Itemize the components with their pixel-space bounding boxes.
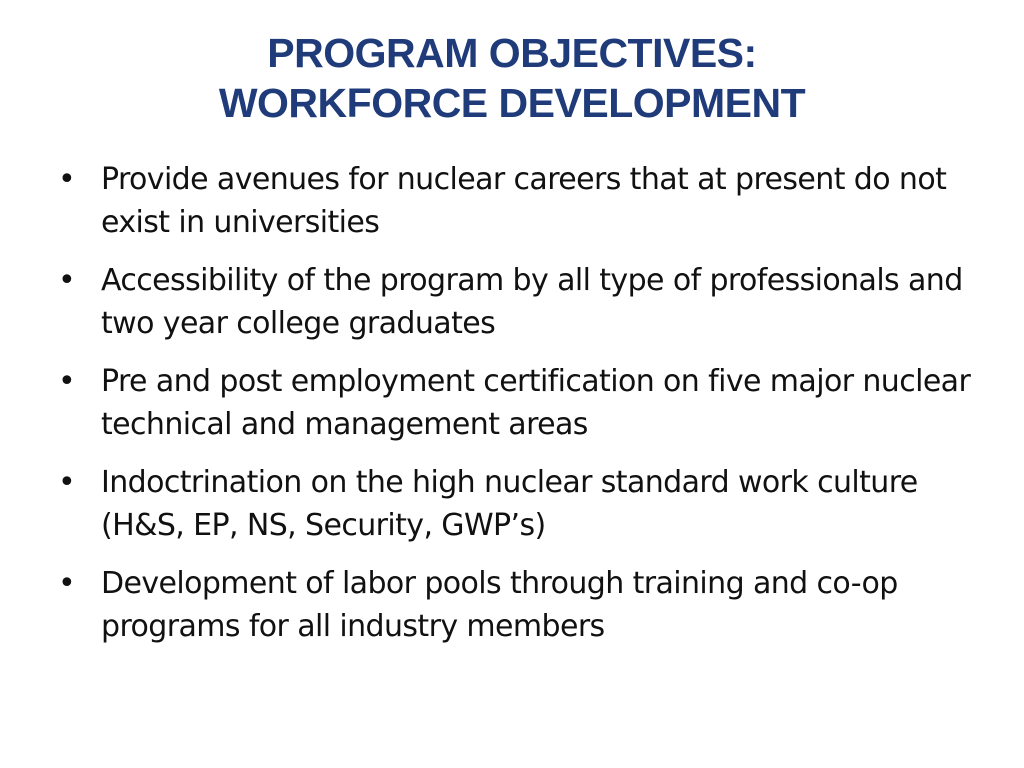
- slide-title-line-2: WORKFORCE DEVELOPMENT: [218, 80, 806, 126]
- bullet-list: [58, 158, 978, 663]
- bullet-marker: •: [58, 465, 76, 500]
- bullet-text: Accessibility of the program by all type of professionals and two year college graduates: [101, 263, 963, 341]
- bullet-marker: •: [58, 162, 76, 197]
- slide-title: [60, 28, 964, 128]
- bullet-item-5: [58, 562, 978, 648]
- slide-title-line-1: PROGRAM OBJECTIVES:: [267, 30, 757, 76]
- bullet-item-4: [58, 461, 978, 547]
- bullet-text: Pre and post employment certification on five major nuclear technical and management areas: [101, 364, 971, 442]
- bullet-marker: •: [58, 263, 76, 298]
- bullet-item-2: [58, 259, 978, 345]
- bullet-text: Provide avenues for nuclear careers that at present do not exist in universities: [101, 162, 947, 240]
- bullet-text: Indoctrination on the high nuclear standard work culture (H&S, EP, NS, Security, GWP’s): [101, 465, 918, 543]
- bullet-item-3: [58, 360, 978, 446]
- bullet-marker: •: [58, 364, 76, 399]
- bullet-item-1: [58, 158, 978, 244]
- bullet-text: Development of labor pools through training and co-op programs for all industry members: [101, 566, 898, 644]
- bullet-marker: •: [58, 566, 76, 601]
